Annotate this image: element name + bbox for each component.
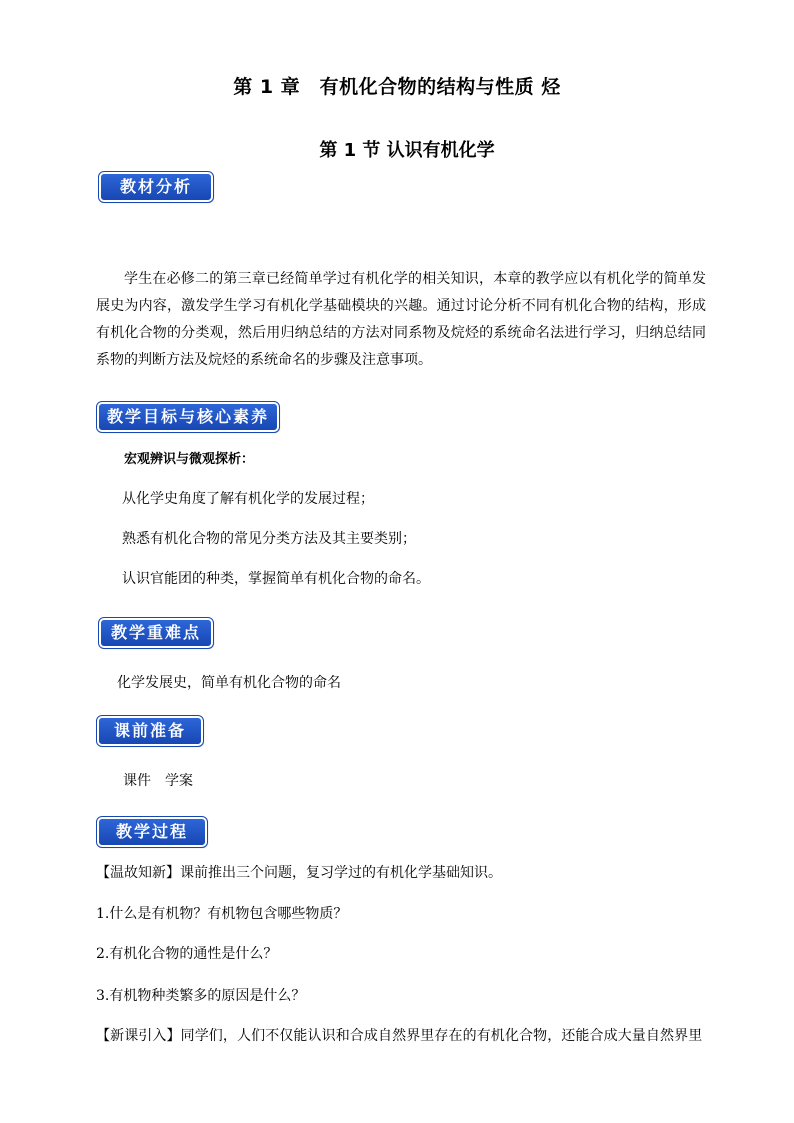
section-title: 第 1 节 认识有机化学 — [319, 140, 495, 161]
badge-key-points: 教学重难点 — [99, 618, 213, 648]
process-line: 【温故知新】课前推出三个问题，复习学过的有机化学基础知识。 — [96, 865, 502, 881]
objective-item: 认识官能团的种类，掌握简单有机化合物的命名。 — [122, 571, 430, 587]
process-line: 3.有机物种类繁多的原因是什么？ — [96, 988, 306, 1004]
key-points-text: 化学发展史，简单有机化合物的命名 — [117, 675, 341, 691]
process-line: 1.什么是有机物？有机物包含哪些物质？ — [96, 906, 348, 922]
objective-item: 从化学史角度了解有机化学的发展过程； — [122, 491, 374, 507]
objective-item: 熟悉有机化合物的常见分类方法及其主要类别； — [122, 531, 416, 547]
badge-textbook-analysis: 教材分析 — [99, 172, 213, 202]
badge-preparation: 课前准备 — [97, 716, 203, 746]
process-line: 【新课引入】同学们，人们不仅能认识和合成自然界里存在的有机化合物，还能合成大量自然界里 — [96, 1028, 703, 1044]
preparation-text: 课件 学案 — [123, 773, 193, 789]
process-line: 2.有机化合物的通性是什么？ — [96, 946, 278, 962]
objectives-subheading: 宏观辨识与微观探析： — [124, 452, 255, 467]
textbook-analysis-text: 学生在必修二的第三章已经简单学过有机化学的相关知识，本章的教学应以有机化学的简单发展史为内容，激发学生学习有机化学基础模块的兴趣。通过讨论分析不同有机化合物的结构，形成有机化合物的分类观，然后用归纳总结的方法对同系物及烷烃的系统命名法进行学习，归纳总结同系物的判断方法及烷烃的系统命名的步骤及注意事项。 — [96, 271, 706, 368]
badge-objectives: 教学目标与核心素养 — [97, 402, 279, 432]
chapter-title: 第 1 章 有机化合物的结构与性质 烃 — [233, 76, 561, 98]
badge-process: 教学过程 — [97, 817, 207, 847]
